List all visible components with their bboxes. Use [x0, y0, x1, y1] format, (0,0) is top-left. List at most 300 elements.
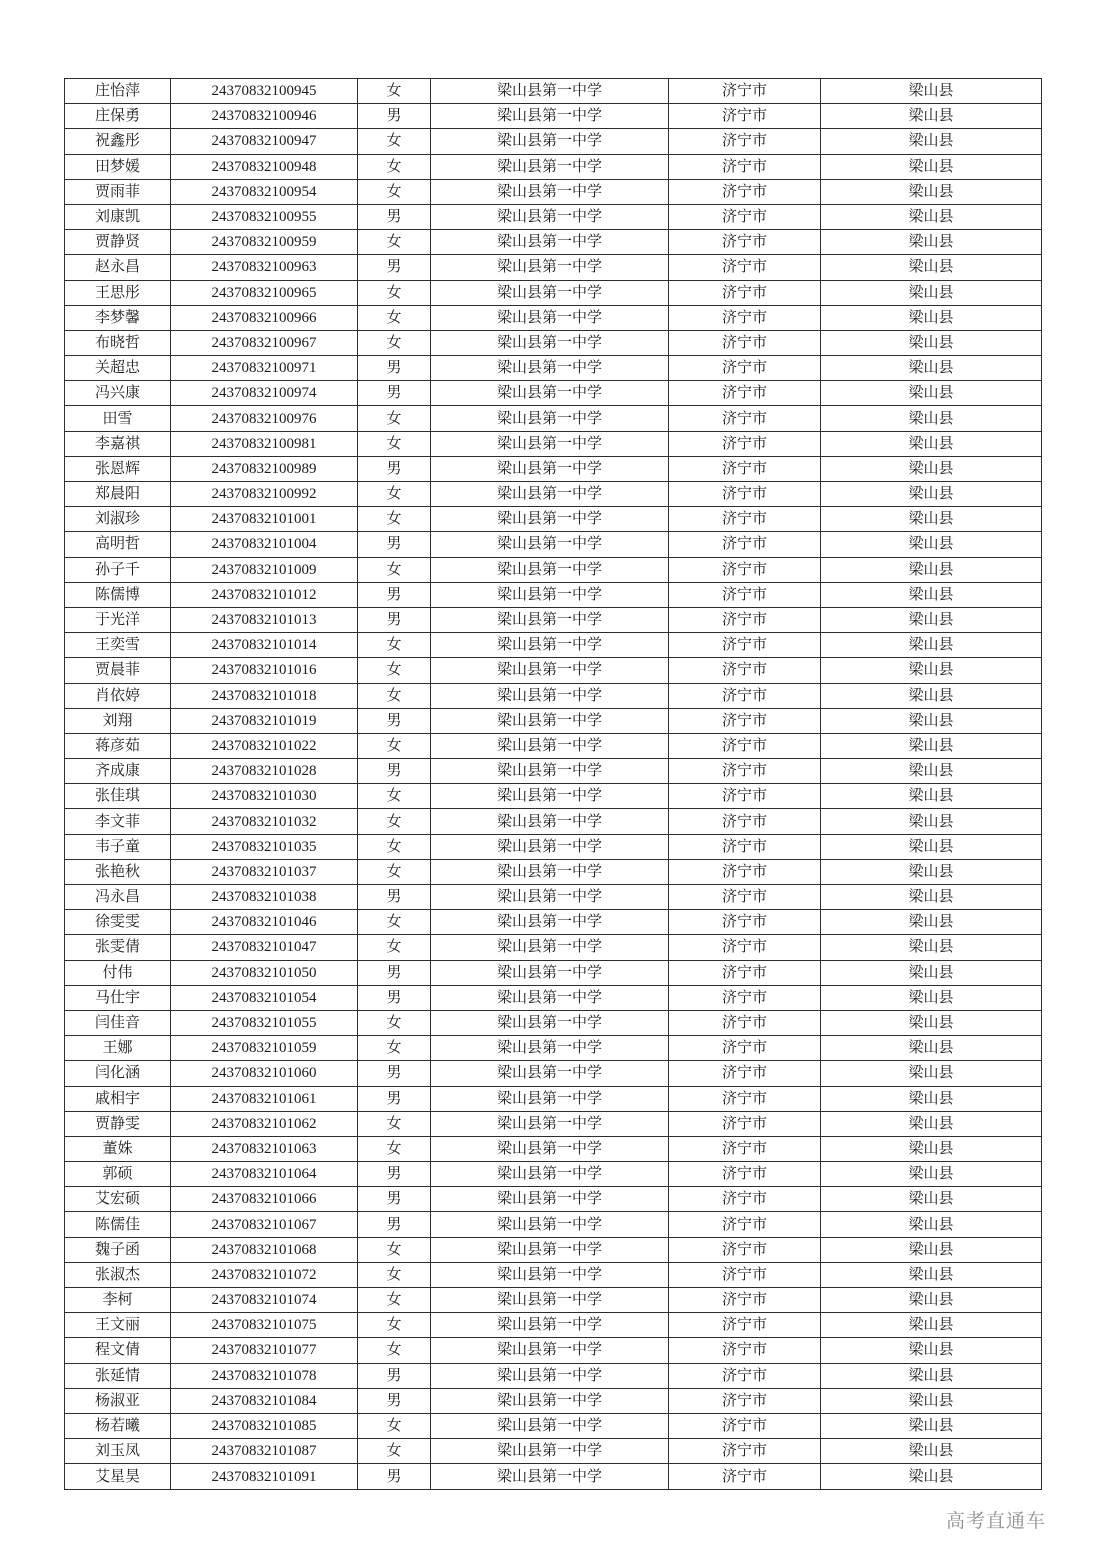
- cell-county: 梁山县: [821, 230, 1042, 255]
- student-table-body: [65, 79, 1042, 1490]
- cell-gender: 女: [358, 1010, 431, 1035]
- cell-name: 蒋彦茹: [65, 733, 171, 758]
- cell-school: 梁山县第一中学: [431, 1036, 669, 1061]
- cell-exam-id: 24370832101063: [171, 1136, 358, 1161]
- table-row: [65, 532, 1042, 557]
- table-row: [65, 1363, 1042, 1388]
- cell-city: 济宁市: [669, 204, 821, 229]
- cell-city: 济宁市: [669, 1136, 821, 1161]
- cell-exam-id: 24370832101032: [171, 809, 358, 834]
- cell-school: 梁山县第一中学: [431, 1363, 669, 1388]
- cell-county: 梁山县: [821, 885, 1042, 910]
- cell-exam-id: 24370832100963: [171, 255, 358, 280]
- table-row: [65, 607, 1042, 632]
- cell-city: 济宁市: [669, 1010, 821, 1035]
- cell-county: 梁山县: [821, 733, 1042, 758]
- table-row: [65, 1010, 1042, 1035]
- table-row: [65, 104, 1042, 129]
- cell-county: 梁山县: [821, 1388, 1042, 1413]
- cell-school: 梁山县第一中学: [431, 154, 669, 179]
- cell-gender: 女: [358, 733, 431, 758]
- cell-exam-id: 24370832100955: [171, 204, 358, 229]
- cell-county: 梁山县: [821, 935, 1042, 960]
- cell-name: 马仕宇: [65, 985, 171, 1010]
- table-row: [65, 1111, 1042, 1136]
- cell-gender: 女: [358, 482, 431, 507]
- cell-city: 济宁市: [669, 406, 821, 431]
- cell-exam-id: 24370832101055: [171, 1010, 358, 1035]
- cell-exam-id: 24370832101060: [171, 1061, 358, 1086]
- cell-city: 济宁市: [669, 356, 821, 381]
- cell-county: 梁山县: [821, 708, 1042, 733]
- cell-city: 济宁市: [669, 1036, 821, 1061]
- cell-city: 济宁市: [669, 1086, 821, 1111]
- cell-gender: 男: [358, 104, 431, 129]
- cell-gender: 男: [358, 607, 431, 632]
- cell-gender: 女: [358, 683, 431, 708]
- cell-gender: 女: [358, 230, 431, 255]
- cell-name: 郑晨阳: [65, 482, 171, 507]
- cell-exam-id: 24370832101004: [171, 532, 358, 557]
- cell-exam-id: 24370832101037: [171, 859, 358, 884]
- cell-gender: 男: [358, 1464, 431, 1490]
- cell-name: 庄怡萍: [65, 79, 171, 104]
- cell-gender: 女: [358, 1413, 431, 1438]
- cell-gender: 女: [358, 406, 431, 431]
- cell-city: 济宁市: [669, 910, 821, 935]
- table-row: [65, 1237, 1042, 1262]
- cell-exam-id: 24370832100945: [171, 79, 358, 104]
- cell-name: 王奕雪: [65, 633, 171, 658]
- cell-city: 济宁市: [669, 1439, 821, 1464]
- cell-name: 张淑杰: [65, 1262, 171, 1287]
- cell-county: 梁山县: [821, 1086, 1042, 1111]
- table-row: [65, 1136, 1042, 1161]
- cell-name: 张恩辉: [65, 456, 171, 481]
- table-row: [65, 129, 1042, 154]
- cell-school: 梁山县第一中学: [431, 708, 669, 733]
- cell-exam-id: 24370832101047: [171, 935, 358, 960]
- cell-name: 关超忠: [65, 356, 171, 381]
- cell-city: 济宁市: [669, 683, 821, 708]
- cell-gender: 女: [358, 809, 431, 834]
- cell-name: 程文倩: [65, 1338, 171, 1363]
- cell-county: 梁山县: [821, 582, 1042, 607]
- cell-county: 梁山县: [821, 1162, 1042, 1187]
- cell-exam-id: 24370832101078: [171, 1363, 358, 1388]
- cell-gender: 女: [358, 1111, 431, 1136]
- cell-city: 济宁市: [669, 482, 821, 507]
- cell-county: 梁山县: [821, 507, 1042, 532]
- cell-name: 田雪: [65, 406, 171, 431]
- cell-name: 冯永昌: [65, 885, 171, 910]
- cell-city: 济宁市: [669, 129, 821, 154]
- cell-county: 梁山县: [821, 154, 1042, 179]
- cell-city: 济宁市: [669, 104, 821, 129]
- cell-exam-id: 24370832101030: [171, 784, 358, 809]
- cell-city: 济宁市: [669, 532, 821, 557]
- cell-name: 王思彤: [65, 280, 171, 305]
- cell-county: 梁山县: [821, 834, 1042, 859]
- cell-gender: 男: [358, 381, 431, 406]
- cell-exam-id: 24370832101022: [171, 733, 358, 758]
- table-row: [65, 507, 1042, 532]
- cell-city: 济宁市: [669, 305, 821, 330]
- cell-school: 梁山县第一中学: [431, 784, 669, 809]
- cell-city: 济宁市: [669, 1162, 821, 1187]
- cell-exam-id: 24370832100967: [171, 330, 358, 355]
- cell-county: 梁山县: [821, 255, 1042, 280]
- cell-city: 济宁市: [669, 1388, 821, 1413]
- table-row: [65, 255, 1042, 280]
- cell-county: 梁山县: [821, 129, 1042, 154]
- cell-county: 梁山县: [821, 1363, 1042, 1388]
- cell-county: 梁山县: [821, 1338, 1042, 1363]
- cell-exam-id: 24370832101012: [171, 582, 358, 607]
- cell-exam-id: 24370832100992: [171, 482, 358, 507]
- cell-school: 梁山县第一中学: [431, 1413, 669, 1438]
- cell-city: 济宁市: [669, 79, 821, 104]
- cell-gender: 女: [358, 330, 431, 355]
- cell-school: 梁山县第一中学: [431, 1313, 669, 1338]
- table-row: [65, 1162, 1042, 1187]
- cell-gender: 男: [358, 1363, 431, 1388]
- cell-exam-id: 24370832101001: [171, 507, 358, 532]
- cell-gender: 女: [358, 1262, 431, 1287]
- student-table: [64, 78, 1042, 1490]
- cell-gender: 女: [358, 431, 431, 456]
- cell-exam-id: 24370832100966: [171, 305, 358, 330]
- cell-school: 梁山县第一中学: [431, 1086, 669, 1111]
- cell-county: 梁山县: [821, 633, 1042, 658]
- cell-exam-id: 24370832100946: [171, 104, 358, 129]
- table-row: [65, 910, 1042, 935]
- cell-county: 梁山县: [821, 910, 1042, 935]
- cell-gender: 女: [358, 935, 431, 960]
- cell-name: 王娜: [65, 1036, 171, 1061]
- table-row: [65, 154, 1042, 179]
- cell-name: 贾雨菲: [65, 179, 171, 204]
- cell-school: 梁山县第一中学: [431, 910, 669, 935]
- table-row: [65, 1262, 1042, 1287]
- cell-city: 济宁市: [669, 507, 821, 532]
- cell-county: 梁山县: [821, 809, 1042, 834]
- cell-gender: 男: [358, 1388, 431, 1413]
- cell-school: 梁山县第一中学: [431, 557, 669, 582]
- cell-name: 艾宏硕: [65, 1187, 171, 1212]
- cell-exam-id: 24370832101084: [171, 1388, 358, 1413]
- cell-name: 杨淑亚: [65, 1388, 171, 1413]
- cell-county: 梁山县: [821, 1237, 1042, 1262]
- cell-county: 梁山县: [821, 784, 1042, 809]
- cell-school: 梁山县第一中学: [431, 1061, 669, 1086]
- cell-school: 梁山县第一中学: [431, 330, 669, 355]
- table-row: [65, 733, 1042, 758]
- cell-city: 济宁市: [669, 1061, 821, 1086]
- cell-name: 刘玉凤: [65, 1439, 171, 1464]
- table-row: [65, 1061, 1042, 1086]
- cell-exam-id: 24370832101061: [171, 1086, 358, 1111]
- table-row: [65, 305, 1042, 330]
- cell-school: 梁山县第一中学: [431, 1162, 669, 1187]
- cell-gender: 女: [358, 633, 431, 658]
- cell-gender: 女: [358, 1338, 431, 1363]
- cell-county: 梁山县: [821, 1413, 1042, 1438]
- cell-city: 济宁市: [669, 733, 821, 758]
- table-row: [65, 230, 1042, 255]
- table-row: [65, 1187, 1042, 1212]
- cell-exam-id: 24370832101091: [171, 1464, 358, 1490]
- cell-name: 刘康凯: [65, 204, 171, 229]
- cell-gender: 女: [358, 1439, 431, 1464]
- cell-school: 梁山县第一中学: [431, 1136, 669, 1161]
- cell-school: 梁山县第一中学: [431, 985, 669, 1010]
- table-row: [65, 1439, 1042, 1464]
- cell-gender: 男: [358, 1162, 431, 1187]
- cell-exam-id: 24370832100976: [171, 406, 358, 431]
- cell-school: 梁山县第一中学: [431, 733, 669, 758]
- cell-school: 梁山县第一中学: [431, 1010, 669, 1035]
- cell-exam-id: 24370832100981: [171, 431, 358, 456]
- cell-name: 田梦媛: [65, 154, 171, 179]
- cell-name: 李嘉祺: [65, 431, 171, 456]
- cell-exam-id: 24370832101018: [171, 683, 358, 708]
- cell-county: 梁山县: [821, 356, 1042, 381]
- cell-name: 徐雯雯: [65, 910, 171, 935]
- table-row: [65, 431, 1042, 456]
- cell-exam-id: 24370832100965: [171, 280, 358, 305]
- table-row: [65, 658, 1042, 683]
- cell-name: 冯兴康: [65, 381, 171, 406]
- cell-name: 贾晨菲: [65, 658, 171, 683]
- cell-county: 梁山县: [821, 985, 1042, 1010]
- cell-county: 梁山县: [821, 456, 1042, 481]
- table-row: [65, 204, 1042, 229]
- table-row: [65, 1288, 1042, 1313]
- cell-gender: 女: [358, 834, 431, 859]
- cell-exam-id: 24370832101072: [171, 1262, 358, 1287]
- table-row: [65, 1086, 1042, 1111]
- cell-city: 济宁市: [669, 809, 821, 834]
- table-row: [65, 834, 1042, 859]
- table-row: [65, 1388, 1042, 1413]
- cell-county: 梁山县: [821, 557, 1042, 582]
- cell-school: 梁山县第一中学: [431, 356, 669, 381]
- table-row: [65, 859, 1042, 884]
- cell-county: 梁山县: [821, 1262, 1042, 1287]
- cell-name: 张延情: [65, 1363, 171, 1388]
- cell-city: 济宁市: [669, 708, 821, 733]
- cell-city: 济宁市: [669, 985, 821, 1010]
- table-row: [65, 557, 1042, 582]
- cell-county: 梁山县: [821, 658, 1042, 683]
- cell-school: 梁山县第一中学: [431, 935, 669, 960]
- cell-name: 陈儒博: [65, 582, 171, 607]
- cell-school: 梁山县第一中学: [431, 280, 669, 305]
- table-row: [65, 482, 1042, 507]
- cell-city: 济宁市: [669, 960, 821, 985]
- cell-school: 梁山县第一中学: [431, 381, 669, 406]
- cell-school: 梁山县第一中学: [431, 582, 669, 607]
- cell-name: 祝鑫彤: [65, 129, 171, 154]
- cell-county: 梁山县: [821, 431, 1042, 456]
- cell-city: 济宁市: [669, 885, 821, 910]
- cell-school: 梁山县第一中学: [431, 79, 669, 104]
- cell-gender: 女: [358, 1136, 431, 1161]
- cell-name: 艾星昊: [65, 1464, 171, 1490]
- cell-name: 魏子函: [65, 1237, 171, 1262]
- table-row: [65, 759, 1042, 784]
- table-row: [65, 1212, 1042, 1237]
- cell-name: 布晓哲: [65, 330, 171, 355]
- table-row: [65, 179, 1042, 204]
- cell-name: 张艳秋: [65, 859, 171, 884]
- cell-county: 梁山县: [821, 1212, 1042, 1237]
- cell-school: 梁山县第一中学: [431, 633, 669, 658]
- cell-exam-id: 24370832101077: [171, 1338, 358, 1363]
- cell-name: 郭硕: [65, 1162, 171, 1187]
- cell-gender: 女: [358, 859, 431, 884]
- cell-gender: 女: [358, 1237, 431, 1262]
- cell-name: 陈儒佳: [65, 1212, 171, 1237]
- cell-county: 梁山县: [821, 179, 1042, 204]
- cell-county: 梁山县: [821, 532, 1042, 557]
- cell-name: 贾静贤: [65, 230, 171, 255]
- cell-name: 李梦馨: [65, 305, 171, 330]
- cell-school: 梁山县第一中学: [431, 683, 669, 708]
- table-row: [65, 1313, 1042, 1338]
- cell-name: 杨若曦: [65, 1413, 171, 1438]
- cell-name: 高明哲: [65, 532, 171, 557]
- table-row: [65, 1036, 1042, 1061]
- cell-school: 梁山县第一中学: [431, 1111, 669, 1136]
- cell-school: 梁山县第一中学: [431, 507, 669, 532]
- cell-exam-id: 24370832100974: [171, 381, 358, 406]
- cell-exam-id: 24370832100959: [171, 230, 358, 255]
- cell-school: 梁山县第一中学: [431, 834, 669, 859]
- cell-city: 济宁市: [669, 1262, 821, 1287]
- cell-city: 济宁市: [669, 1363, 821, 1388]
- cell-gender: 女: [358, 280, 431, 305]
- cell-county: 梁山县: [821, 859, 1042, 884]
- cell-exam-id: 24370832101028: [171, 759, 358, 784]
- cell-city: 济宁市: [669, 834, 821, 859]
- cell-gender: 女: [358, 784, 431, 809]
- cell-exam-id: 24370832101075: [171, 1313, 358, 1338]
- cell-school: 梁山县第一中学: [431, 809, 669, 834]
- cell-exam-id: 24370832101066: [171, 1187, 358, 1212]
- cell-school: 梁山县第一中学: [431, 1237, 669, 1262]
- cell-gender: 男: [358, 885, 431, 910]
- cell-county: 梁山县: [821, 381, 1042, 406]
- cell-name: 闫化涵: [65, 1061, 171, 1086]
- cell-county: 梁山县: [821, 482, 1042, 507]
- table-row: [65, 280, 1042, 305]
- table-row: [65, 356, 1042, 381]
- cell-city: 济宁市: [669, 255, 821, 280]
- table-row: [65, 79, 1042, 104]
- cell-gender: 女: [358, 129, 431, 154]
- cell-gender: 男: [358, 985, 431, 1010]
- cell-county: 梁山县: [821, 759, 1042, 784]
- cell-city: 济宁市: [669, 784, 821, 809]
- cell-exam-id: 24370832101064: [171, 1162, 358, 1187]
- table-row: [65, 935, 1042, 960]
- cell-exam-id: 24370832101016: [171, 658, 358, 683]
- cell-school: 梁山县第一中学: [431, 305, 669, 330]
- cell-gender: 男: [358, 255, 431, 280]
- cell-school: 梁山县第一中学: [431, 658, 669, 683]
- cell-gender: 男: [358, 708, 431, 733]
- cell-name: 闫佳音: [65, 1010, 171, 1035]
- cell-exam-id: 24370832100947: [171, 129, 358, 154]
- cell-name: 刘翔: [65, 708, 171, 733]
- cell-gender: 女: [358, 305, 431, 330]
- cell-school: 梁山县第一中学: [431, 456, 669, 481]
- cell-gender: 男: [358, 759, 431, 784]
- cell-gender: 男: [358, 356, 431, 381]
- cell-school: 梁山县第一中学: [431, 104, 669, 129]
- cell-exam-id: 24370832101050: [171, 960, 358, 985]
- cell-county: 梁山县: [821, 280, 1042, 305]
- cell-name: 于光洋: [65, 607, 171, 632]
- cell-gender: 男: [358, 204, 431, 229]
- cell-school: 梁山县第一中学: [431, 759, 669, 784]
- cell-city: 济宁市: [669, 582, 821, 607]
- table-row: [65, 406, 1042, 431]
- cell-exam-id: 24370832100989: [171, 456, 358, 481]
- cell-name: 张雯倩: [65, 935, 171, 960]
- cell-city: 济宁市: [669, 431, 821, 456]
- cell-gender: 男: [358, 1061, 431, 1086]
- cell-county: 梁山县: [821, 1464, 1042, 1490]
- cell-school: 梁山县第一中学: [431, 1288, 669, 1313]
- cell-school: 梁山县第一中学: [431, 1464, 669, 1490]
- cell-school: 梁山县第一中学: [431, 129, 669, 154]
- table-row: [65, 456, 1042, 481]
- cell-school: 梁山县第一中学: [431, 179, 669, 204]
- cell-county: 梁山县: [821, 204, 1042, 229]
- cell-county: 梁山县: [821, 79, 1042, 104]
- table-row: [65, 784, 1042, 809]
- cell-school: 梁山县第一中学: [431, 960, 669, 985]
- table-row: [65, 582, 1042, 607]
- cell-county: 梁山县: [821, 305, 1042, 330]
- cell-exam-id: 24370832101087: [171, 1439, 358, 1464]
- table-row: [65, 1464, 1042, 1490]
- cell-name: 付伟: [65, 960, 171, 985]
- cell-name: 赵永昌: [65, 255, 171, 280]
- cell-name: 李柯: [65, 1288, 171, 1313]
- cell-gender: 女: [358, 910, 431, 935]
- cell-county: 梁山县: [821, 1061, 1042, 1086]
- cell-city: 济宁市: [669, 859, 821, 884]
- cell-city: 济宁市: [669, 1187, 821, 1212]
- cell-name: 庄保勇: [65, 104, 171, 129]
- cell-exam-id: 24370832101059: [171, 1036, 358, 1061]
- cell-gender: 男: [358, 1086, 431, 1111]
- table-row: [65, 708, 1042, 733]
- cell-city: 济宁市: [669, 1237, 821, 1262]
- cell-school: 梁山县第一中学: [431, 1338, 669, 1363]
- cell-city: 济宁市: [669, 557, 821, 582]
- cell-exam-id: 24370832101013: [171, 607, 358, 632]
- cell-county: 梁山县: [821, 1187, 1042, 1212]
- cell-exam-id: 24370832101067: [171, 1212, 358, 1237]
- cell-exam-id: 24370832101014: [171, 633, 358, 658]
- cell-county: 梁山县: [821, 960, 1042, 985]
- table-row: [65, 683, 1042, 708]
